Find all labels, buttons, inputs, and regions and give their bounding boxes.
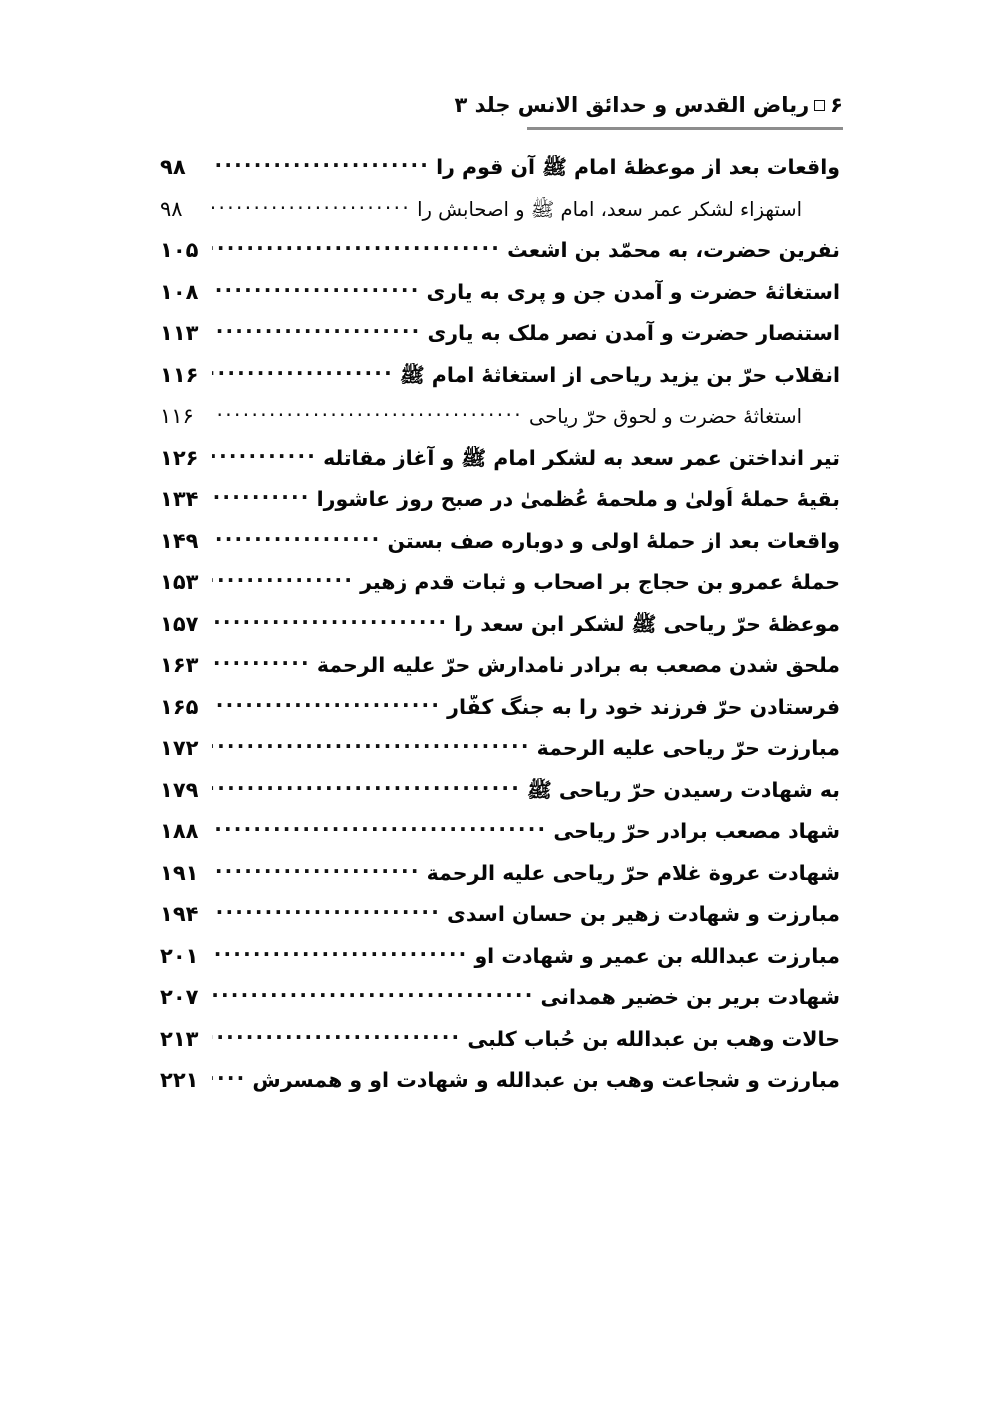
toc-entry-page-number: ۱۲۶ [160,445,199,470]
toc-entry-title: به شهادت رسیدن حرّ ریاحی ﷺ [527,777,840,802]
toc-entry-title: نفرین حضرت، به محمّد بن اشعث [507,238,840,262]
toc-entry[interactable] [160,861,840,903]
toc-entry[interactable] [160,1027,840,1069]
toc-entry-page-number: ۱۰۸ [160,279,199,304]
toc-dot-leader [212,449,317,465]
toc-entry-title: شهاد مصعب برادر حرّ ریاحی [553,819,840,843]
toc-entry-title: بقیهٔ حملهٔ اُولیٰ و ملحمهٔ عُظمیٰ در صبح روز عاشورا [316,487,840,511]
toc-entry[interactable] [160,404,840,446]
toc-dot-leader [212,241,501,257]
toc-entry-page-number: ۱۱۶ [160,404,194,428]
toc-entry-page-number: ۱۹۴ [160,902,199,926]
toc-entry-title: مبارزت و شهادت زهیر بن حسان اسدی [447,902,840,926]
toc-dot-leader [212,905,441,921]
square-bullet-icon [814,100,825,111]
toc-dot-leader [212,490,311,506]
toc-entry-title: مبارزت حرّ ریاحی علیه الرحمة [536,736,840,760]
toc-entry-page-number: ۱۴۹ [160,528,199,553]
toc-dot-leader [212,283,421,299]
running-header [454,92,843,119]
toc-entry[interactable] [160,197,840,239]
toc-dot-leader [212,698,441,714]
toc-entry[interactable] [160,446,840,488]
toc-entry-title: شهادت بریر بن خضیر همدانی [540,985,840,1009]
toc-dot-leader [212,324,421,340]
toc-entry[interactable] [160,570,840,612]
toc-dot-leader [212,407,523,423]
toc-entry-title: استغاثهٔ حضرت و لحوق حرّ ریاحی [529,405,802,428]
toc-entry[interactable] [160,653,840,695]
toc-entry[interactable] [160,363,840,405]
toc-entry-page-number: ۲۱۳ [160,1026,199,1051]
toc-dot-leader [212,1071,246,1087]
toc-dot-leader [212,864,421,880]
toc-entry-page-number: ۲۰۱ [160,943,199,968]
toc-entry-page-number: ۱۹۱ [160,860,199,885]
toc-entry-title: استهزاء لشکر عمر سعد، امام ﷺ و اصحابش را [417,197,802,221]
toc-dot-leader [212,615,448,631]
toc-dot-leader [212,1030,461,1046]
toc-entry[interactable] [160,487,840,529]
toc-entry-page-number: ۹۸ [160,196,183,221]
toc-entry[interactable] [160,736,840,778]
toc-entry-page-number: ۱۵۳ [160,570,199,594]
toc-entry-title: واقعات بعد از حملهٔ اولی و دوباره صف بستن [387,528,840,553]
toc-entry-page-number: ۱۶۵ [160,694,199,719]
book-title: ریاض القدس و حدائق الانس جلد ۳ [454,93,810,117]
toc-dot-leader [212,988,535,1004]
toc-entry-title: شهادت عروة غلام حرّ ریاحی علیه الرحمة [426,860,840,885]
toc-dot-leader [212,366,394,382]
toc-entry[interactable] [160,1068,840,1110]
toc-entry-page-number: ۱۱۳ [160,321,199,345]
toc-entry-title: واقعات بعد از موعظهٔ امام ﷺ آن قوم را [436,155,840,179]
toc-entry-page-number: ۲۲۱ [160,1068,199,1092]
toc-entry-page-number: ۱۸۸ [160,819,199,843]
toc-entry-page-number: ۱۷۲ [160,736,199,760]
toc-entry-title: استنصار حضرت و آمدن نصر ملک به یاری [427,321,840,345]
toc-entry-title: ملحق شدن مصعب به برادر نامدارش حرّ علیه الرحمة [316,653,840,677]
toc-entry[interactable] [160,902,840,944]
toc-entry[interactable] [160,778,840,820]
toc-entry-title: تیر انداختن عمر سعد به لشکر امام ﷺ و آغاز مقاتله [323,445,840,470]
toc-entry[interactable] [160,321,840,363]
toc-entry[interactable] [160,280,840,322]
toc-dot-leader [212,532,381,548]
toc-entry-title: فرستادن حرّ فرزند خود را به جنگ کفّار [447,694,840,719]
header-line [454,92,843,119]
toc-entry-page-number: ۱۶۳ [160,653,199,677]
toc-dot-leader [212,200,411,216]
toc-entry-title: انقلاب حرّ بن یزید ریاحی از استغاثهٔ امام ﷺ [399,362,840,387]
toc-entry[interactable] [160,819,840,861]
toc-entry-title: مبارزت و شجاعت وهب بن عبدالله و شهادت او و همسرش [252,1068,840,1092]
toc-entry-page-number: ۱۷۹ [160,777,199,802]
toc-entry[interactable] [160,985,840,1027]
toc-entry-title: استغاثهٔ حضرت و آمدن جن و پری به یاری [426,279,840,304]
header-divider [527,127,843,130]
toc-entry[interactable] [160,612,840,654]
toc-entry-title: مبارزت عبدالله بن عمیر و شهادت او [474,943,840,968]
toc-entry[interactable] [160,695,840,737]
toc-dot-leader [212,947,468,963]
toc-entry[interactable] [160,529,840,571]
toc-entry[interactable] [160,238,840,280]
toc-entry-title: موعظهٔ حرّ ریاحی ﷺ لشکر ابن سعد را [454,611,840,636]
toc-dot-leader [212,573,354,589]
toc-entry-title: حملهٔ عمرو بن حجاج بر اصحاب و ثبات قدم زهیر [360,570,840,594]
toc-entry-page-number: ۲۰۷ [160,985,199,1009]
toc-entry[interactable] [160,944,840,986]
toc-entry-title: حالات وهب بن عبدالله بن حُباب کلبی [467,1026,840,1051]
toc-entry-page-number: ۹۸ [160,155,186,179]
toc-dot-leader [212,822,547,838]
table-of-contents [160,155,840,1110]
page-folio-number: ۶ [830,93,843,117]
toc-entry-page-number: ۱۱۶ [160,362,199,387]
toc-dot-leader [212,656,311,672]
toc-dot-leader [212,158,430,174]
toc-dot-leader [212,739,531,755]
toc-entry-page-number: ۱۳۴ [160,487,199,511]
toc-entry-page-number: ۱۵۷ [160,611,199,636]
toc-dot-leader [212,781,521,797]
toc-entry-page-number: ۱۰۵ [160,238,199,262]
toc-entry[interactable] [160,155,840,197]
